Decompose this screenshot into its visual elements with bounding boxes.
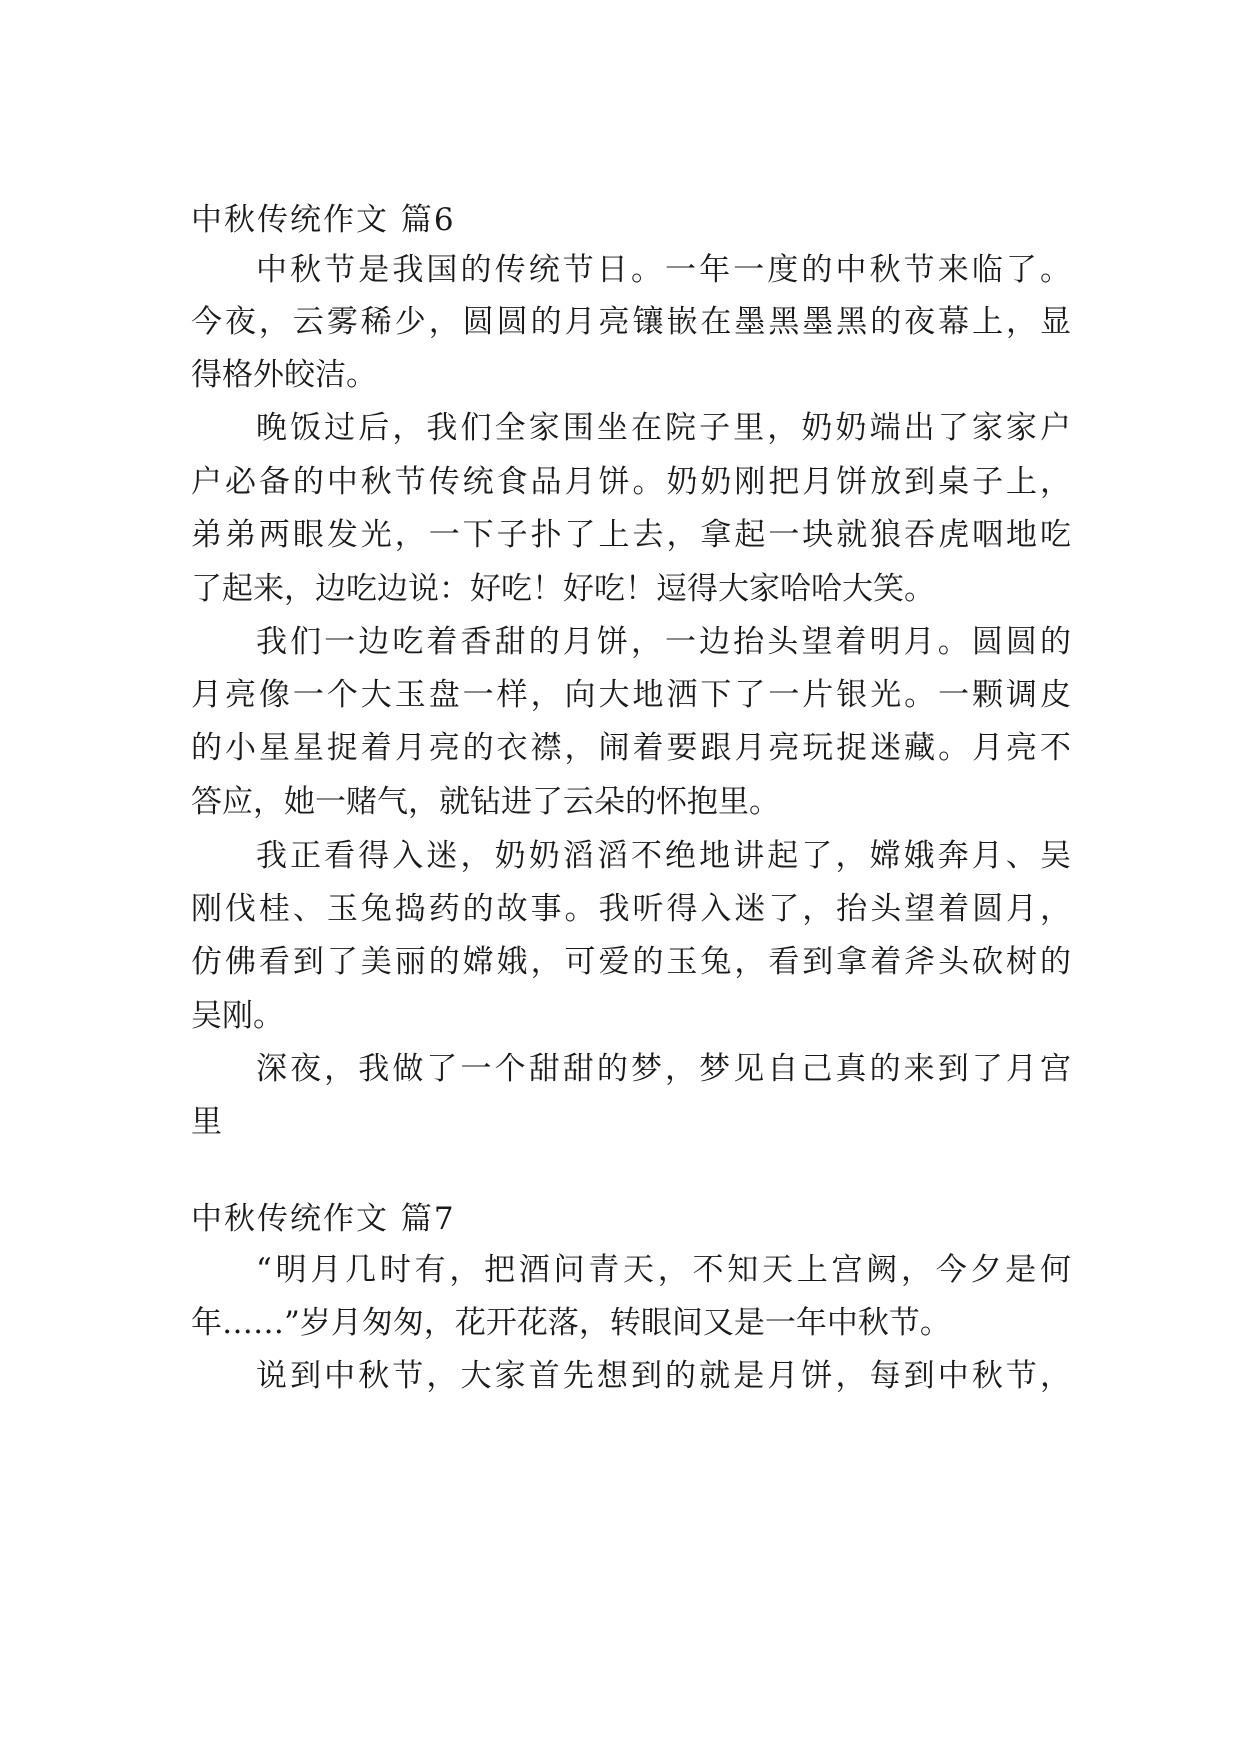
section-heading: 中秋传统作文 篇6 (191, 202, 456, 238)
paragraph-line: 深夜，我做了一个甜甜的梦，梦见自己真的来到了月宫 (256, 1051, 1071, 1087)
paragraph-line: 年……”岁月匆匆，花开花落，转眼间又是一年中秋节。 (191, 1305, 951, 1341)
paragraph-line: “明月几时有，把酒问青天，不知天上宫阙，今夕是何 (256, 1252, 1071, 1288)
paragraph-line: 弟弟两眼发光，一下子扑了上去，拿起一块就狼吞虎咽地吃 (191, 517, 1071, 553)
paragraph-line: 我们一边吃着香甜的月饼，一边抬头望着明月。圆圆的 (256, 624, 1071, 660)
paragraph-line: 月亮像一个大玉盘一样，向大地洒下了一片银光。一颗调皮 (191, 677, 1071, 713)
paragraph-line: 晚饭过后，我们全家围坐在院子里，奶奶端出了家家户 (256, 410, 1071, 446)
paragraph-line: 的小星星捉着月亮的衣襟，闹着要跟月亮玩捉迷藏。月亮不 (191, 730, 1071, 766)
paragraph-line: 户必备的中秋节传统食品月饼。奶奶刚把月饼放到桌子上， (191, 464, 1071, 500)
paragraph-line: 吴刚。 (191, 998, 284, 1034)
paragraph-line: 刚伐桂、玉兔捣药的故事。我听得入迷了，抬头望着圆月， (191, 891, 1071, 927)
paragraph-line: 我正看得入迷，奶奶滔滔不绝地讲起了，嫦娥奔月、吴 (256, 838, 1071, 874)
paragraph-line: 了起来，边吃边说：好吃！好吃！逗得大家哈哈大笑。 (191, 571, 935, 607)
paragraph-line: 答应，她一赌气，就钻进了云朵的怀抱里。 (191, 784, 780, 820)
paragraph-line: 中秋节是我国的传统节日。一年一度的中秋节来临了。 (256, 252, 1071, 288)
paragraph-line: 今夜，云雾稀少，圆圆的月亮镶嵌在墨黑墨黑的夜幕上，显 (191, 304, 1071, 340)
paragraph-line: 里 (191, 1104, 222, 1140)
paragraph-line: 说到中秋节，大家首先想到的就是月饼，每到中秋节， (256, 1358, 1071, 1394)
paragraph-line: 仿佛看到了美丽的嫦娥，可爱的玉兔，看到拿着斧头砍树的 (191, 944, 1071, 980)
section-heading: 中秋传统作文 篇7 (191, 1201, 456, 1237)
paragraph-line: 得格外皎洁。 (191, 357, 377, 393)
